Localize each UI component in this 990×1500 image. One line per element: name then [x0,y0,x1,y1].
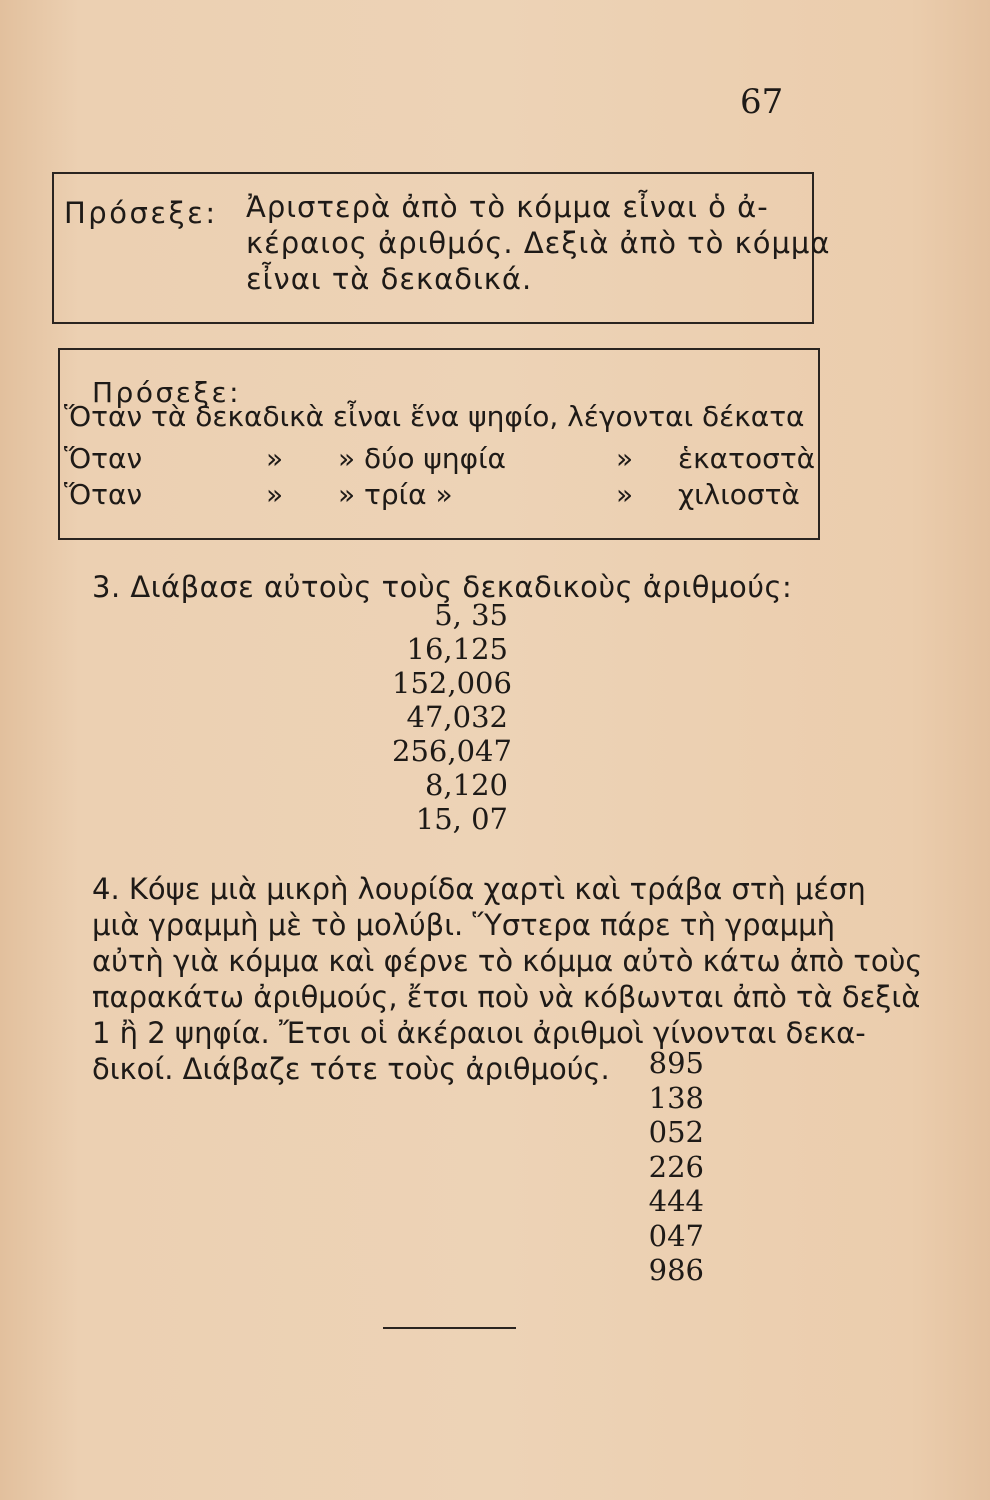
decimal-number: 16,125 [406,632,508,666]
whole-number: 138 [648,1080,704,1115]
whole-number: 986 [648,1253,704,1287]
whole-number: 047 [648,1218,704,1253]
decimal-number: 256,047 [392,734,512,768]
whole-number: 895 [648,1046,704,1080]
paragraph-line: αὐτὴ γιὰ κόμμα καὶ φέρνε τὸ κόμμα αὐτὸ κάτω ἀπὸ τοὺς [92,944,923,978]
rule-text: Ὅταν τὰ δεκαδικὰ εἶναι ἕνα ψηφίο, λέγονται δέκατα [64,400,805,433]
note-line: κέραιος ἀριθμός. Δεξιὰ ἀπὸ τὸ κόμμα [246,226,831,260]
whole-number: 444 [648,1184,704,1218]
ditto-mark: » [266,442,284,475]
decimal-number: 15, 07 [415,802,508,836]
paragraph-line: παρακάτω ἀριθμούς, ἔτσι ποὺ νὰ κόβωνται ἀπὸ τὰ δεξιὰ [92,980,921,1014]
ditto-mark: » [616,442,634,475]
rule-name: χιλιοστὰ [678,478,800,511]
rule-when: Ὅταν [64,442,143,475]
exercise-3-title: 3. Διάβασε αὐτοὺς τοὺς δεκαδικοὺς ἀριθμούς: [92,570,793,604]
paragraph-line: 4. Κόψε μιὰ μικρὴ λουρίδα χαρτὶ καὶ τράβα στὴ μέση [92,872,866,906]
exercise-4-numbers [640,1046,704,1288]
paragraph-line: 1 ἢ 2 ψηφία. Ἔτσι οἱ ἀκέραιοι ἀριθμοὶ γίνονται δεκα- [92,1016,866,1050]
exercise-3-numbers [392,598,512,836]
note-heading: Πρόσεξε: [92,376,242,409]
note-line: Ἀριστερὰ ἀπὸ τὸ κόμμα εἶναι ὁ ἀ- [246,190,769,224]
rule-name: ἑκατοστὰ [678,442,816,475]
note-heading: Πρόσεξε: [64,196,218,230]
ditto-mark: » [616,478,634,511]
rule-when: Ὅταν [64,478,143,511]
rule-digits: » τρία » [338,478,453,511]
decimal-number: 152,006 [392,666,512,700]
paragraph-line: δικοί. Διάβαζε τότε τοὺς ἀριθμούς. [92,1052,610,1086]
whole-number: 052 [648,1115,704,1149]
decimal-number: 47,032 [406,700,508,734]
paragraph-line: μιὰ γραμμὴ μὲ τὸ μολύβι. Ὕστερα πάρε τὴ γραμμὴ [92,908,835,942]
note-line: εἶναι τὰ δεκαδικά. [246,262,533,296]
rule-digits: » δύο ψηφία [338,442,507,475]
note-box-decimals [58,348,820,540]
decimal-number: 5, 35 [434,598,508,632]
ditto-mark: » [266,478,284,511]
whole-number: 226 [648,1149,704,1184]
page-number: 67 [740,82,784,122]
note-box-comma [52,172,831,324]
section-divider [383,1327,516,1329]
decimal-number: 8,120 [424,768,508,802]
